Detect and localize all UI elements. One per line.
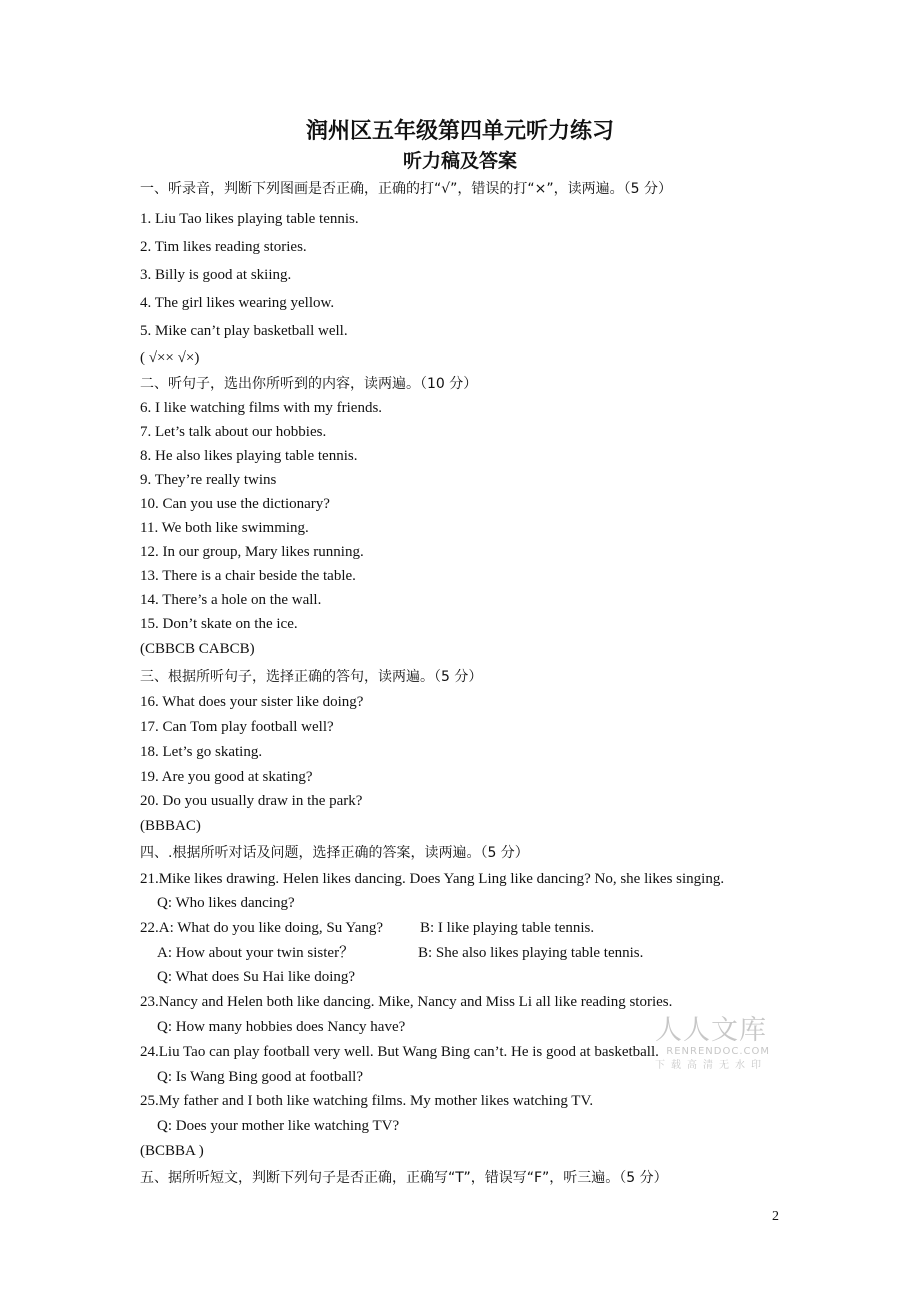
watermark-tagline: 下载高清无水印 [655,1060,767,1071]
question-22-c: A: How about your twin sister？ [157,945,355,961]
question-25-q: Q: Does your mother like watching TV? [157,1118,400,1134]
question-23: 23.Nancy and Helen both like dancing. Mike, Nancy and Miss Li all like reading stories. [140,994,673,1010]
section-1-heading: 一、听录音，判断下列图画是否正确，正确的打“√”，错误的打“×”，读两遍。（5 分） [140,181,673,197]
section-5-heading: 五、据所听短文，判断下列句子是否正确，正确写“T”，错误写“F”，听三遍。（5 分） [140,1170,668,1186]
question-22-d: B: She also likes playing table tennis. [418,945,644,961]
list-item: 10. Can you use the dictionary? [140,496,330,512]
section-2-answer: (CBBCB CABCB) [140,641,255,657]
list-item: 16. What does your sister like doing? [140,694,364,710]
question-25: 25.My father and I both like watching films. My mother likes watching TV. [140,1093,594,1109]
list-item: 14. There’s a hole on the wall. [140,592,322,608]
question-24-q: Q: Is Wang Bing good at football? [157,1069,363,1085]
watermark-logo: 人人文库 [655,1015,767,1046]
list-item: 15. Don’t skate on the ice. [140,616,298,632]
question-21: 21.Mike likes drawing. Helen likes dancing. Does Yang Ling like dancing? No, she likes singing. [140,871,725,887]
list-item: 2. Tim likes reading stories. [140,239,307,255]
question-21-q: Q: Who likes dancing? [157,895,295,911]
list-item: 4. The girl likes wearing yellow. [140,295,335,311]
list-item: 8. He also likes playing table tennis. [140,448,358,464]
list-item: 17. Can Tom play football well? [140,719,334,735]
question-23-q: Q: How many hobbies does Nancy have? [157,1019,406,1035]
question-22-q: Q: What does Su Hai like doing? [157,969,356,985]
list-item: 19. Are you good at skating? [140,769,313,785]
list-item: 20. Do you usually draw in the park? [140,793,363,809]
section-2-heading: 二、听句子，选出你所听到的内容，读两遍。（10 分） [140,376,478,392]
question-22-a: 22.A: What do you like doing, Su Yang? [140,920,384,936]
list-item: 13. There is a chair beside the table. [140,568,356,584]
section-1-answer: ( √×× √×) [140,350,200,366]
list-item: 9. They’re really twins [140,472,277,488]
section-4-answer: (BCBBA ) [140,1143,204,1159]
list-item: 5. Mike can’t play basketball well. [140,323,348,339]
question-22-b: B: I like playing table tennis. [420,920,595,936]
watermark-url: RENRENDOC.COM [666,1046,770,1057]
page-title: 润州区五年级第四单元听力练习 [305,119,614,144]
page-number: 2 [772,1209,779,1224]
list-item: 18. Let’s go skating. [140,744,263,760]
page-subtitle: 听力稿及答案 [402,150,517,172]
list-item: 11. We both like swimming. [140,520,309,536]
section-3-answer: (BBBAC) [140,818,201,834]
list-item: 7. Let’s talk about our hobbies. [140,424,327,440]
question-24: 24.Liu Tao can play football very well. But Wang Bing can’t. He is good at basketball. [140,1044,659,1060]
list-item: 1. Liu Tao likes playing table tennis. [140,211,359,227]
section-4-heading: 四、.根据所听对话及问题，选择正确的答案，读两遍。（5 分） [140,845,529,861]
list-item: 12. In our group, Mary likes running. [140,544,364,560]
list-item: 6. I like watching films with my friends. [140,400,383,416]
section-3-heading: 三、根据所听句子，选择正确的答句，读两遍。（5 分） [140,669,483,685]
watermark [646,1016,776,1074]
list-item: 3. Billy is good at skiing. [140,267,292,283]
